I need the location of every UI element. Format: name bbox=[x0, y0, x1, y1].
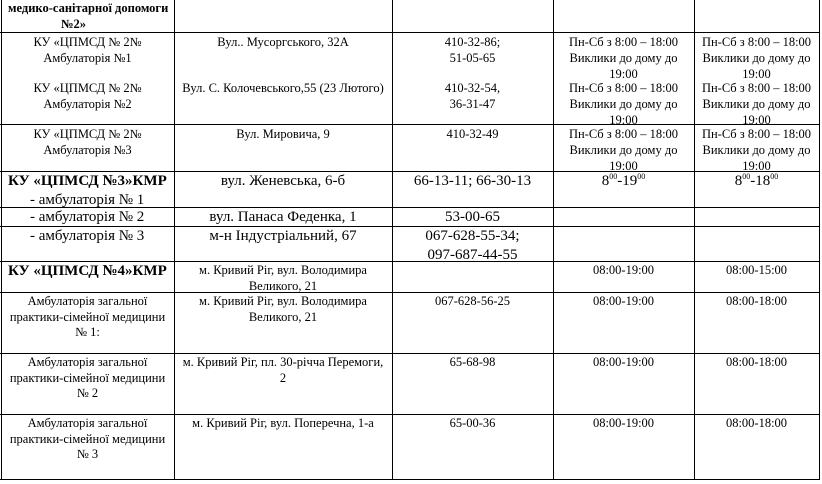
facility-name: Амбулаторія загальної практики-сімейної медицини № 2 bbox=[9, 355, 166, 400]
facility-name bbox=[8, 172, 174, 210]
table-border-right bbox=[819, 0, 820, 480]
facility-title: КУ «ЦПМСД №4»КМР bbox=[8, 263, 167, 279]
row-divider bbox=[0, 414, 820, 415]
working-hours: 08:00-19:00 bbox=[592, 416, 655, 430]
facility-phone: 53-00-65 bbox=[445, 209, 500, 225]
working-hours: $8^{00}-18^{00}$ bbox=[734, 172, 779, 189]
facility-name: Амбулаторія загальної практики-сімейної медицини № 3 bbox=[9, 416, 166, 461]
facility-name: Амбулаторія загальної практики-сімейної медицини № 1: bbox=[9, 294, 166, 339]
working-hours: Пн-Сб з 8:00 – 18:00 Виклики до дому до 19:00 bbox=[701, 81, 812, 127]
facility-address: м. Кривий Ріг, вул. Володимира Великого, 21 bbox=[199, 263, 367, 293]
facility-name: медико-санітарної допомоги bbox=[8, 1, 169, 15]
row-divider bbox=[0, 32, 820, 33]
facility-address: вул. Панаса Феденка, 1 bbox=[209, 209, 357, 225]
row-divider bbox=[0, 292, 820, 293]
facility-name: КУ «ЦПМСД № 2№ Амбулаторія №2 bbox=[33, 81, 142, 111]
working-hours: Пн-Сб з 8:00 – 18:00 Виклики до дому до 19:00 bbox=[568, 81, 679, 127]
working-hours: Пн-Сб з 8:00 – 18:00 Виклики до дому до 19:00 bbox=[701, 35, 812, 81]
row-divider bbox=[0, 353, 820, 354]
working-hours: Пн-Сб з 8:00 – 18:00 Виклики до дому до 19:00 bbox=[568, 127, 679, 173]
working-hours: 08:00-18:00 bbox=[725, 294, 788, 308]
facility-phone: 067-628-56-25 bbox=[435, 294, 510, 308]
facility-address: м. Кривий Ріг, вул. Поперечна, 1-а bbox=[192, 416, 374, 430]
working-hours: 08:00-19:00 bbox=[592, 294, 655, 308]
facility-phone: 66-13-11; 66-30-13 bbox=[413, 173, 532, 189]
facility-phone: 410-32-86; 51-05-65 bbox=[444, 35, 501, 65]
facility-subunit: - амбулаторія № 1 bbox=[30, 192, 145, 208]
facility-address: Вул.. Мусоргського, 32А bbox=[217, 35, 349, 49]
facility-address: м. Кривий Ріг, пл. 30-річча Перемоги, 2 bbox=[182, 355, 384, 385]
working-hours: 08:00-19:00 bbox=[592, 355, 655, 369]
facility-address: м. Кривий Ріг, вул. Володимира Великого, 21 bbox=[199, 294, 367, 324]
facility-phone: 65-68-98 bbox=[449, 355, 496, 369]
facility-phone: 410-32-49 bbox=[446, 127, 499, 141]
working-hours: 08:00-19:00 bbox=[592, 263, 655, 277]
working-hours: 08:00-18:00 bbox=[725, 355, 788, 369]
facility-phone: 067-628-55-34; 097-687-44-55 bbox=[425, 228, 520, 263]
facility-name: КУ «ЦПМСД № 2№ Амбулаторія №3 bbox=[33, 127, 142, 157]
working-hours: $8^{00}-19^{00}$ bbox=[601, 172, 646, 189]
facility-address: Вул. Мировича, 9 bbox=[236, 127, 330, 141]
working-hours: Пн-Сб з 8:00 – 18:00 Виклики до дому до 19:00 bbox=[568, 35, 679, 81]
working-hours: 08:00-18:00 bbox=[725, 416, 788, 430]
working-hours: Пн-Сб з 8:00 – 18:00 Виклики до дому до 19:00 bbox=[701, 127, 812, 173]
table-border-left bbox=[1, 0, 2, 480]
working-hours: 08:00-15:00 bbox=[725, 263, 788, 277]
facility-title: КУ «ЦПМСД №3»КМР bbox=[8, 173, 167, 189]
facility-address: м-н Індустріальний, 67 bbox=[209, 228, 357, 244]
table-border-bottom bbox=[0, 479, 820, 480]
facility-address: Вул. С. Колочевського,55 (23 Лютого) bbox=[182, 81, 384, 95]
facility-subunit: - амбулаторія № 2 bbox=[30, 209, 145, 225]
facility-address: вул. Женевська, 6-б bbox=[220, 173, 346, 189]
facility-name: №2» bbox=[61, 17, 87, 31]
facility-phone: 65-00-36 bbox=[449, 416, 496, 430]
table-row bbox=[8, 0, 174, 32]
facility-phone: 410-32-54, 36-31-47 bbox=[444, 81, 501, 111]
facility-name: КУ «ЦПМСД № 2№ Амбулаторія №1 bbox=[33, 35, 142, 65]
facility-subunit: - амбулаторія № 3 bbox=[30, 228, 145, 244]
